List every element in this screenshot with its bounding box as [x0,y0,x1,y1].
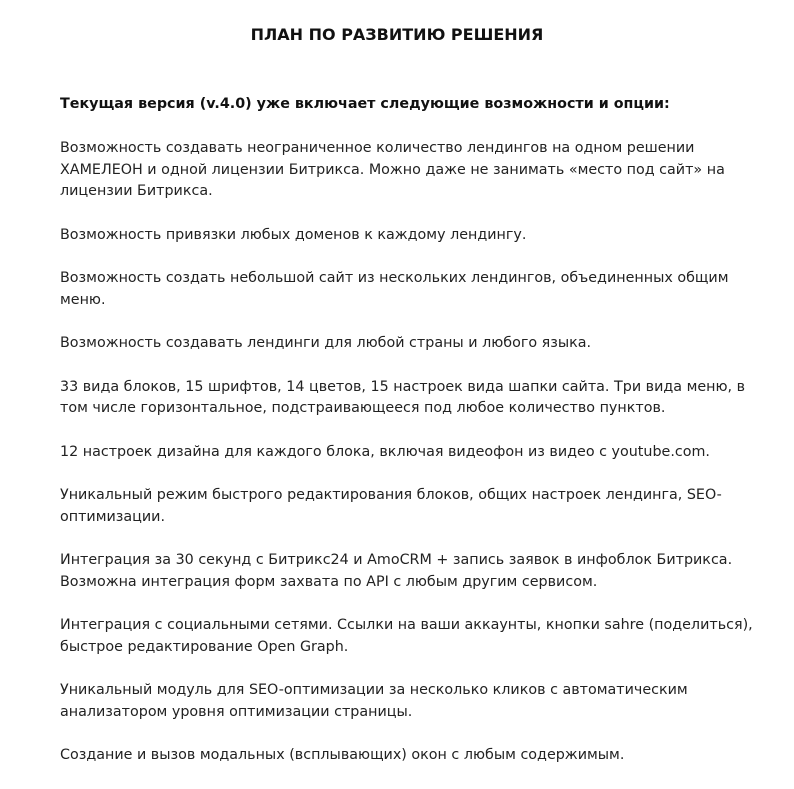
feature-item: Возможность создавать неограниченное количество лендингов на одном решении ХАМЕЛЕОН и одной лицензии Битрикса. Можно даже не занимать «место под сайт» на лицензии Битрикса. [60,140,725,199]
feature-item: Уникальный модуль для SEO-оптимизации за несколько кликов с автоматическим анализатором уровня оптимизации страницы. [60,682,688,720]
intro-heading: Текущая версия (v.4.0) уже включает следующие возможности и опции: [60,96,670,112]
feature-item: Создание и вызов модальных (всплывающих) окон с любым содержимым. [60,747,625,763]
feature-item: Возможность создавать лендинги для любой страны и любого языка. [60,335,592,351]
feature-item: 12 настроек дизайна для каждого блока, включая видеофон из видео с youtube.com. [60,443,710,460]
feature-item: Возможность привязки любых доменов к каждому лендингу. [60,226,527,243]
feature-list [60,138,776,767]
page-title: ПЛАН ПО РАЗВИТИЮ РЕШЕНИЯ [250,25,544,44]
feature-item: Возможность создать небольшой сайт из нескольких лендингов, объединенных общим меню. [60,270,729,308]
feature-item: Интеграция за 30 секунд с Битрикс24 и AmoCRM + запись заявок в инфоблок Битрикса. Возможна интеграция форм захвата по API с любым другим сервисом. [60,552,733,590]
feature-item: Интеграция с социальными сетями. Ссылки на ваши аккаунты, кнопки sahre (поделиться), быстрое редактирование Open Graph. [60,617,753,655]
feature-item: Уникальный режим быстрого редактирования блоков, общих настроек лендинга, SEO-оптимизации. [60,487,722,525]
feature-item: 33 вида блоков, 15 шрифтов, 14 цветов, 15 настроек вида шапки сайта. Три вида меню, в том числе горизонтальное, подстраивающееся под любое количество пунктов. [60,378,746,416]
document-body [60,94,776,789]
